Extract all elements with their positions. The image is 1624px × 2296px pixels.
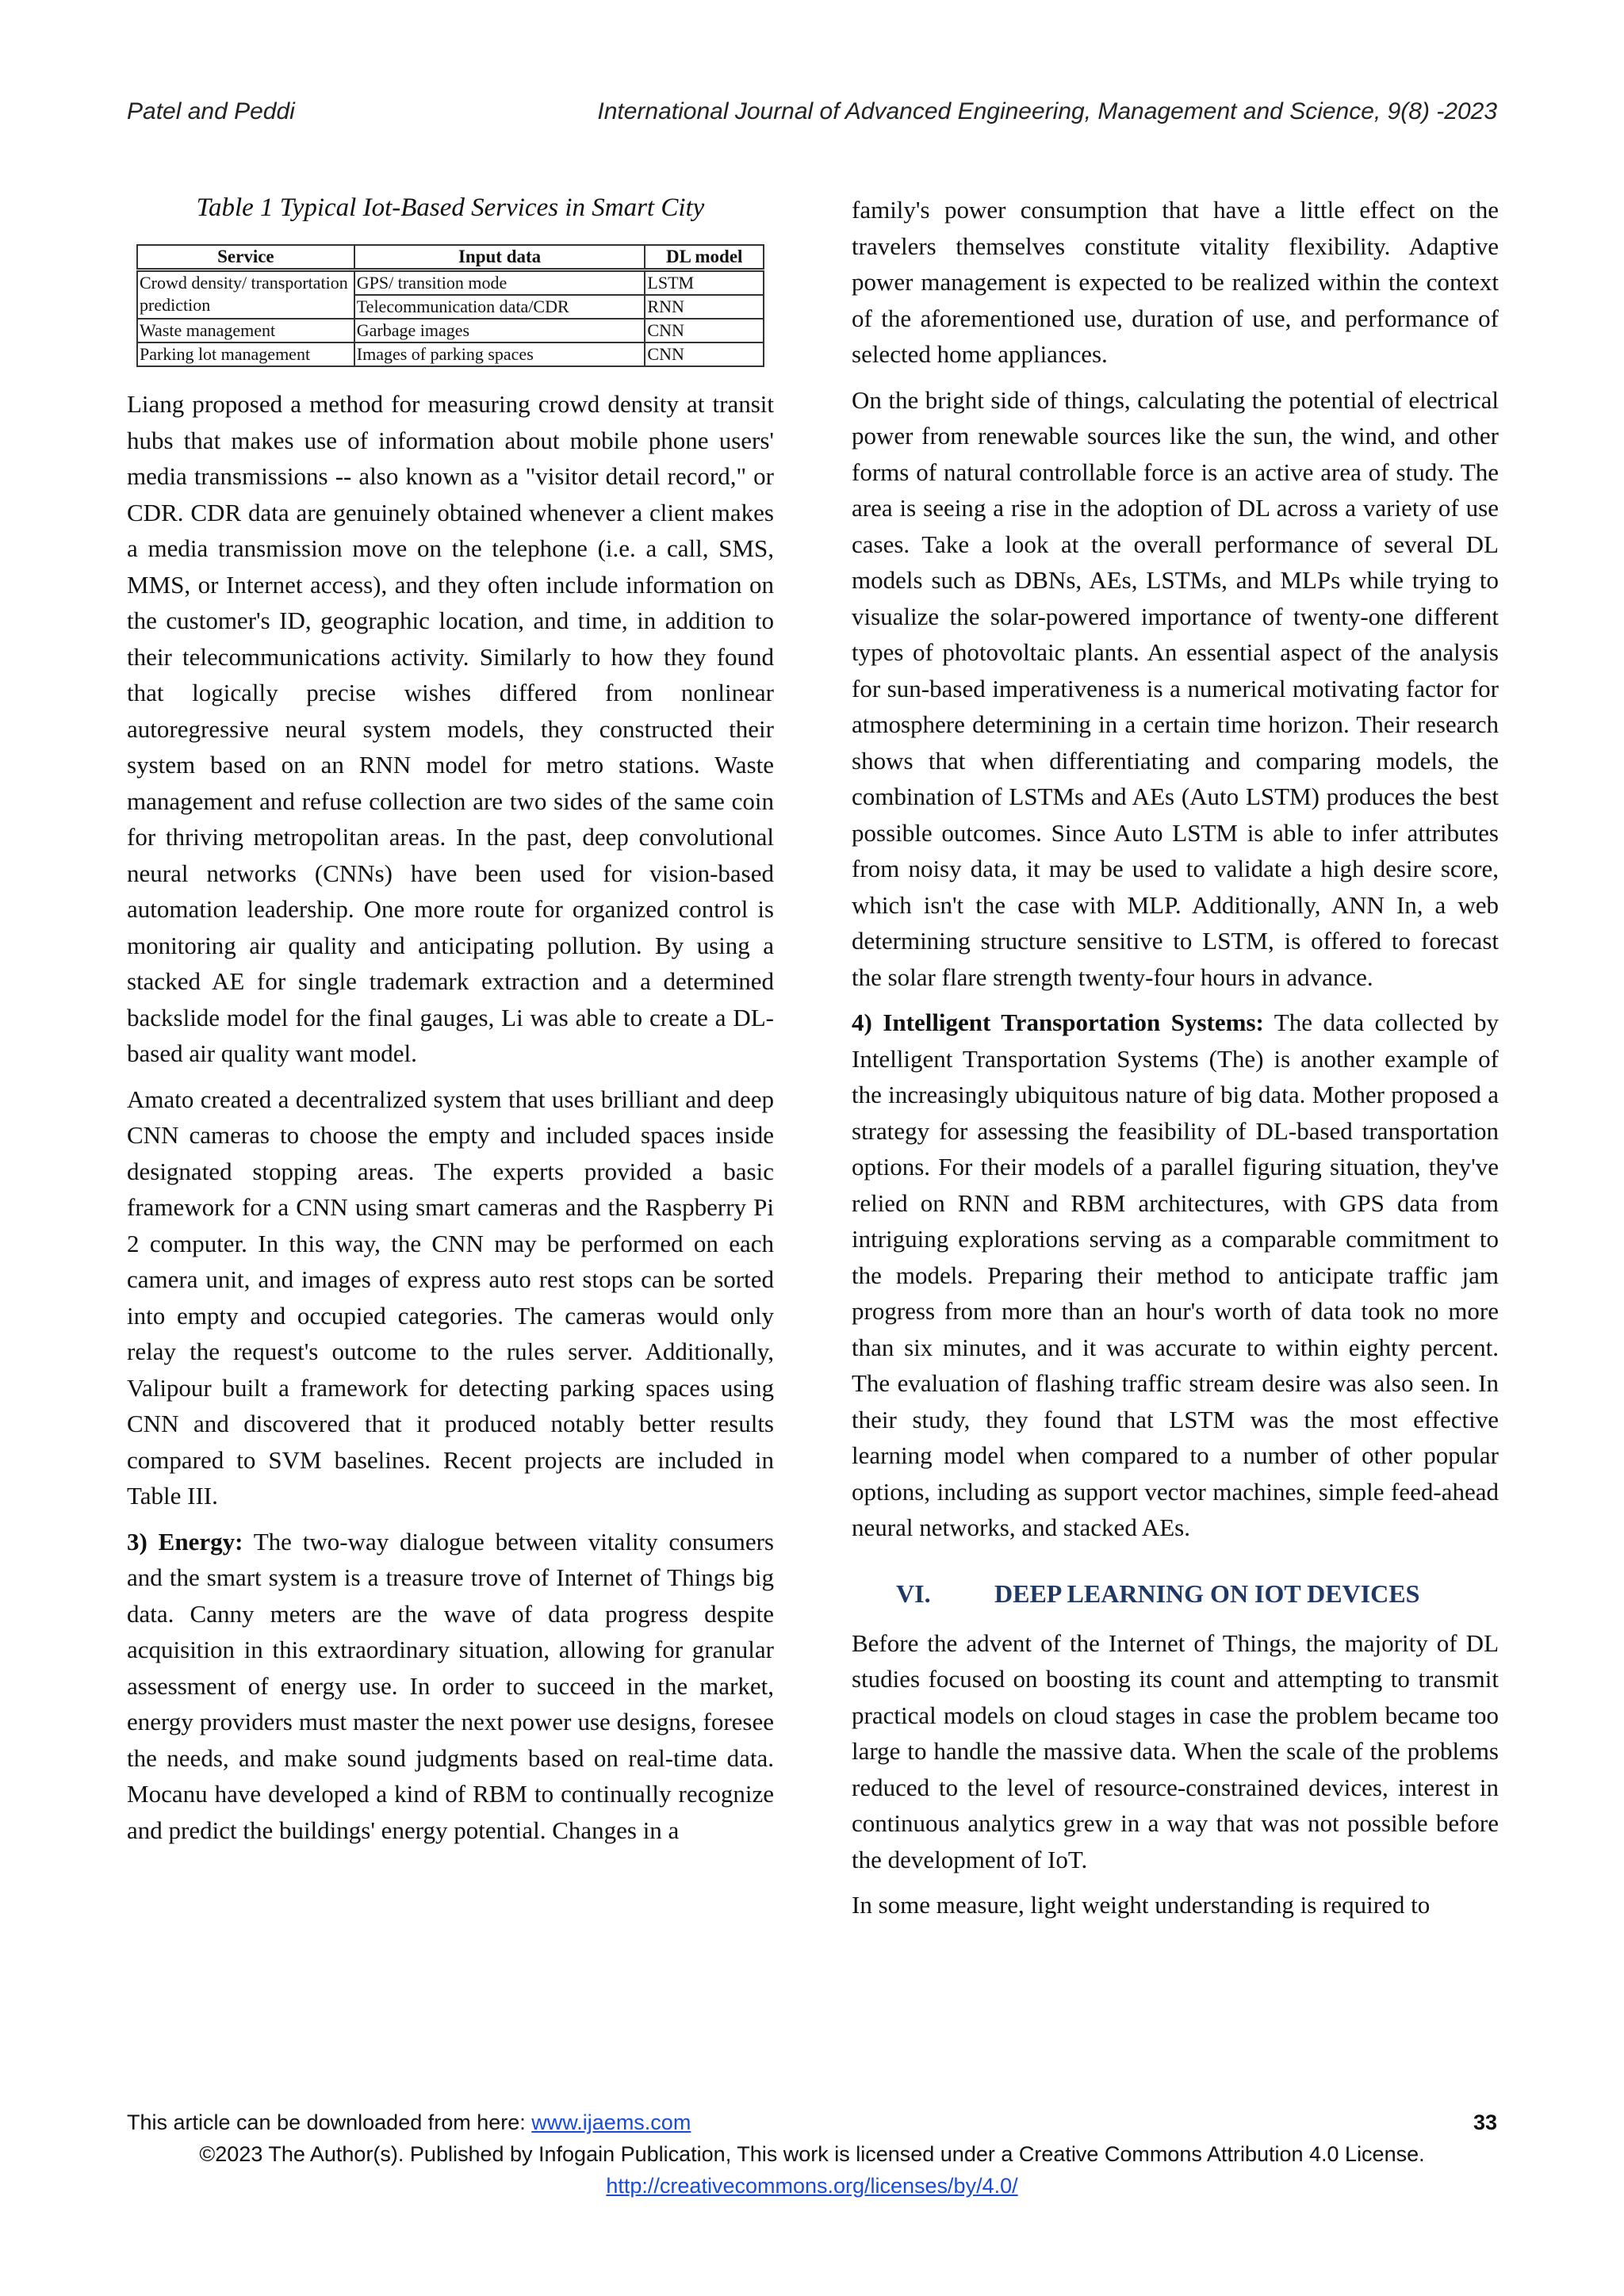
- table-cell: Telecommunication data/CDR: [354, 295, 645, 319]
- paragraph: On the bright side of things, calculating the potential of electrical power from renewable sources like the sun, the wind, and other forms of natural controllable force is an active area of study. The area is seeing a rise in the adoption of DL across a variety of use cases. Take a look at the overall performance of several DL models such as DBNs, AEs, LSTMs, and MLPs while trying to visualize the solar-powered importance of twenty-one different types of photovoltaic plants. An essential aspect of the analysis for sun-based imperativeness is a numerical motivating factor for atmosphere determining in a certain time horizon. Their research shows that when differentiating and comparing models, the combination of LSTMs and AEs (Auto LSTM) produces the best possible outcomes. Since Auto LSTM is able to infer attributes from noisy data, it may be used to validate a high desire score, which isn't the case with MLP. Additionally, ANN In, a web determining structure sensitive to LSTM, is offered to forecast the solar flare strength twenty-four hours in advance.: [852, 385, 1499, 991]
- paragraph-text: The data collected by Intelligent Transportation Systems (The) is another example of the increasingly ubiquitous nature of big data. Mother proposed a strategy for assessing the feasibility of DL-based transportation options. For their models of a parallel figuring situation, they've relied on RNN and RBM architectures, with GPS data from intriguing explorations serving as a comparable commitment to the models. Preparing their method to anticipate traffic jam progress from more than an hour's worth of data took no more than six minutes, and it was accurate to within eighty percent. The evaluation of flashing traffic stream desire was also seen. In their study, they found that LSTM was the most effective learning model when compared to a number of other popular options, including as support vector machines, simple feed-ahead neural networks, and stacked AEs.: [852, 1008, 1499, 1541]
- table-row: [137, 270, 764, 296]
- paragraph: In some measure, light weight understanding is required to: [852, 1891, 1431, 1919]
- paragraph: [127, 1524, 774, 1849]
- section-number: VI.: [896, 1578, 931, 1608]
- paragraph: [852, 1004, 1499, 1546]
- table-cell: CNN: [645, 319, 764, 342]
- table-row: [137, 342, 764, 366]
- running-header: [127, 98, 1497, 130]
- table-cell: GPS/ transition mode: [354, 270, 645, 296]
- table-cell: Parking lot management: [137, 342, 354, 366]
- section-heading: [852, 1578, 1499, 1609]
- table-cell: RNN: [645, 295, 764, 319]
- page-number: 33: [1473, 2110, 1497, 2134]
- paragraph: Before the advent of the Internet of Things, the majority of DL studies focused on boosting its count and attempting to transmit practical models on cloud stages in case the problem became too large to handle the massive data. When the scale of the problems reduced to the level of resource-constrained devices, interest in continuous analytics grew in a way that was not possible before the development of IoT.: [852, 1628, 1499, 1873]
- table-header-cell: DL model: [645, 245, 764, 270]
- download-link[interactable]: www.ijaems.com: [531, 2110, 691, 2134]
- table-cell: Waste management: [137, 319, 354, 342]
- download-line: [127, 2110, 691, 2135]
- paragraph: family's power consumption that have a little effect on the travelers themselves constitute vitality flexibility. Adaptive power management is expected to be realized within the context of the aforementioned use, duration of use, and performance of selected home appliances.: [852, 196, 1499, 368]
- header-journal: International Journal of Advanced Engineering, Management and Science, 9(8) -2023: [597, 98, 1497, 124]
- subsection-heading: 3) Energy:: [127, 1527, 243, 1556]
- table-cell: CNN: [645, 342, 764, 366]
- license-text: ©2023 The Author(s). Published by Infogain Publication, This work is licensed under a Creative Commons Attribution 4.0 License.: [199, 2142, 1425, 2166]
- section-title: DEEP LEARNING ON IOT DEVICES: [994, 1578, 1420, 1608]
- table-cell: Images of parking spaces: [354, 342, 645, 366]
- paragraph-text: The two-way dialogue between vitality consumers and the smart system is a treasure trove of Internet of Things big data. Canny meters are the wave of data progress despite acquisition in this extraordinary situation, allowing for granular assessment of energy use. In order to succeed in the market, energy providers must master the next power use designs, foresee the needs, and make sound judgments based on real-time data. Mocanu have developed a kind of RBM to continually recognize and predict the buildings' energy potential. Changes in a: [127, 1527, 774, 1844]
- services-table: [136, 244, 764, 367]
- table-caption: Table 1 Typical Iot-Based Services in Smart City: [196, 193, 705, 222]
- subsection-heading: 4) Intelligent Transportation Systems:: [852, 1008, 1264, 1036]
- table-header-cell: Input data: [354, 245, 645, 270]
- paragraph: Liang proposed a method for measuring crowd density at transit hubs that makes use of information about mobile phone users' media transmissions -- also known as a "visitor detail record," or CDR. CDR data are genuinely obtained whenever a client makes a media transmission move on the telephone (i.e. a call, SMS, MMS, or Internet access), and they often include information on the customer's ID, geographic location, and time, in addition to their telecommunications activity. Similarly to how they found that logically precise wishes differed from nonlinear autoregressive neural system models, they constructed their system based on an RNN model for metro stations. Waste management and refuse collection are two sides of the same coin for thriving metropolitan areas. In the past, deep convolutional neural networks (CNNs) have been used for vision-based automation leadership. One more route for organized control is monitoring air quality and anticipating pollution. By using a stacked AE for single trademark extraction and a determined backslide model for the final gauges, Li was able to create a DL-based air quality want model.: [127, 390, 774, 1067]
- table-cell: Garbage images: [354, 319, 645, 342]
- table-cell: Crowd density/ transportation prediction: [137, 270, 354, 320]
- table-header-cell: Service: [137, 245, 354, 270]
- right-column: [852, 192, 1499, 1933]
- table-cell: LSTM: [645, 270, 764, 296]
- table-row: [137, 319, 764, 342]
- header-authors: Patel and Peddi: [127, 98, 295, 124]
- download-text: This article can be downloaded from here:: [127, 2110, 532, 2134]
- left-column: [127, 192, 774, 1858]
- paragraph: Amato created a decentralized system that uses brilliant and deep CNN cameras to choose the empty and included spaces inside designated stopping areas. The experts provided a basic framework for a CNN using smart cameras and the Raspberry Pi 2 computer. In this way, the CNN may be performed on each camera unit, and images of express auto rest stops can be sorted into empty and occupied categories. The cameras would only relay the request's outcome to the rules server. Additionally, Valipour built a framework for detecting parking spaces using CNN and discovered that it produced notably better results compared to SVM baselines. Recent projects are included in Table III.: [127, 1085, 774, 1510]
- table-header-row: [137, 245, 764, 270]
- page-footer: [127, 2098, 1497, 2272]
- license-link[interactable]: http://creativecommons.org/licenses/by/4.0/: [606, 2174, 1018, 2198]
